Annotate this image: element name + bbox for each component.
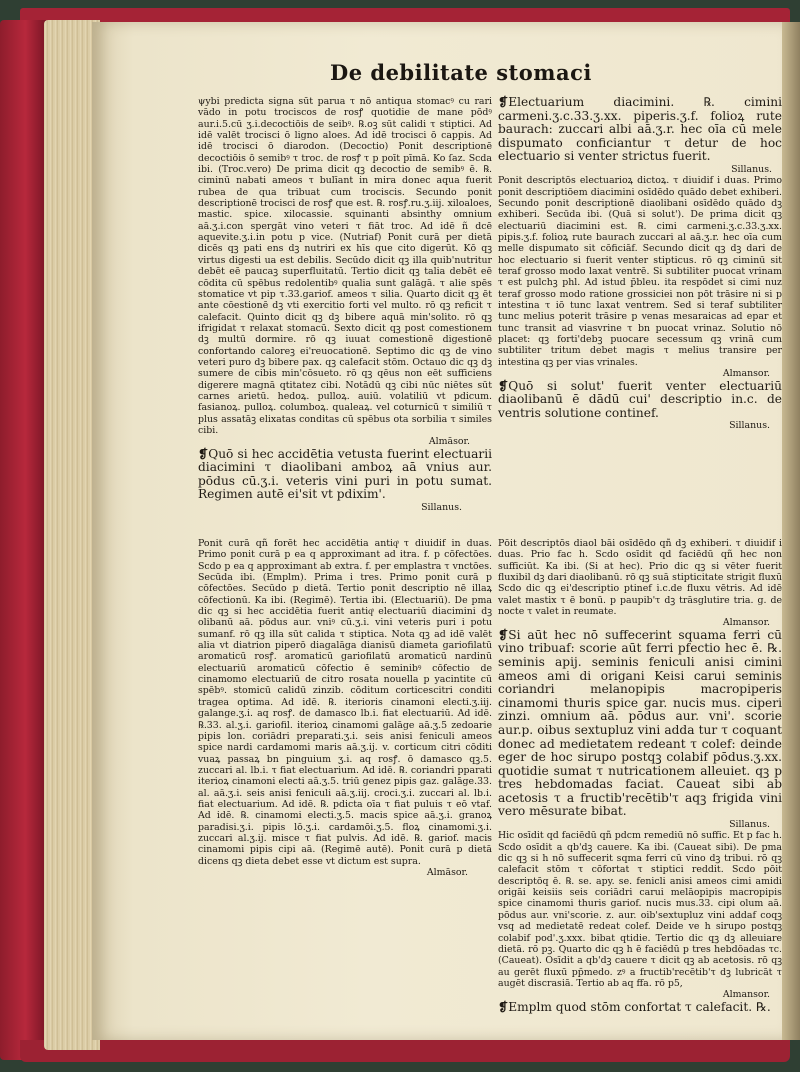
right-column-lower [498, 538, 782, 1014]
section-heading: ❡Electuarium diacimini. ℞. cimini carmeni.ʒ.c.33.ʒ.xx. piperis.ʒ.f. folioꝝ rute baurach: zuccari albi aā.ʒ.r. hec oīa cū mele dispumato conficiantur τ detur de hoc electuario si venter strictus fuerit. [498, 95, 782, 164]
left-column-upper [198, 96, 492, 538]
citation: Almāsor. [426, 866, 468, 878]
section-heading: ❡Quō si solut' fuerit venter electuariū diaolibanū ē dādū cui' descriptio in.c. de ventris solutione continef. [498, 378, 782, 420]
book-cover-edge [0, 20, 46, 1060]
section-heading: ❡Si aūt hec nō suffecerint squama ferri cū vino tribuaf: scorie aūt ferri pfectio hec ē. ℞. seminis apij. seminis feniculi anisi cimini ameos ami di origani Keisi carui seminis coriandri melanopipis macropiperis cinamomi thuris spice gar. nucis mus. ciperi zinzi. omnium aā. pōdus aur. vni'. scorie aur.p. oibus sextupluz vini adda tur τ coquant donec ad medietatem redeant τ colef: deinde eger de hoc sirupo postqꝫ colabif pōdus.ʒ.xx. quotidie sumat τ nutricationem alleuiet. qꝫ p tres hebdomadas faciat. Caueat sibi ab acetosis τ a fructib'recētib'τ aqꝫ frigida vini vero mēsurate bibat. [498, 627, 782, 819]
citation: Sillanus. [729, 819, 770, 831]
citation: Sillanus. [729, 420, 770, 432]
text-paragraph: ψybi predicta signa sūt parua τ nō antiqua stomacꝰ cu rari vādo in potu trociscos de rosꝭ quotidie de mane pōdꝰ aur.i.5.cū ʒ.i.decoctiōis de seibꝰ. ℞.oꝫ sūt calidi τ stiptici. Ad idē valēt trocisci ō ligno aloes. Ad idē trocisci ō cappis. Ad idē trocisci ō diarodon. (Decoctio) Ponit descriptionē decoctiōis ō semibꝰ τ troc. de rosꝭ τ p poīt pīmā. Ko ſaz. Scda ibi. (Troc.vero) De prima dicit qꝫ decoctio de semibꝰ ē. ℞. ciminū nabati ameos τ bulīant in mira donec aqua fuerit rubea de qua tribuat cum trociscis. Secundo ponit descriptionē trocisci de rosꝭ que est. ℞. rosꝭ.ru.ʒ.iij. xiloaloes, mastic. spice. xilocassie. squinanti absinthy omnium aā.ʒ.i.con spergāt vino veteri τ fiāt troc. Ad idē ñ dcē aquevite.ʒ.i.in potu p vice. (Nutriaf) Ponit curā per dietā dicēs qꝫ pati ens dꝫ nutriri ex hīs que cito digerūt. Kō qꝫ virtus digesti ua est debilis. Secūdo dicit qꝫ illa quib'nutritur debēt eē paucaꝫ superfluitatū. Tertio dicit qꝫ talia debēt eē cōdita cū spēbus redolentibꝰ qualia sunt galāgā. τ alie spēs stomatice vt pip τ.33.gariof. ameos τ silia. Quarto dicit qꝫ ēt ante cōestionē dꝫ vti exercitio forti vel multo. rō qꝫ reficit τ calefacit. Quinto dicit qꝫ dꝫ bibere aquā min'solito. rō qꝫ ifrigidat τ relaxat stomacū. Sexto dicit qꝫ post comestionem dꝫ multū dormire. rō qꝫ iuuat comestionē digestionē confortando caloreꝫ ei'reuocationē. Septimo dic qꝫ de vino veteri puro dꝫ bibere pax. qꝫ calefacit stōm. Octauo dic qꝫ dꝫ sumere de cibis min'cōsueto. rō qꝫ qēus non eēt sufficiens digerere magnā qtitatez cibi. Notādū qꝫ cibi nūc niētes sūt carnes arietū. hedoꝝ. pulloꝝ. auiū. volatiliū vt pdicum. fasianoꝝ. pulloꝝ. columboꝝ. qualeaꝝ. vel coturnicū τ similiū τ plus assatāꝫ elixatas conditas cū spēbus ota sorbilia τ similes cibi. [198, 96, 492, 436]
book-cover-bottom [20, 1040, 790, 1062]
heading-text: Electuarium diacimini. ℞. cimini carmeni.ʒ.c.33.ʒ.xx. piperis.ʒ.f. folioꝝ rute baurach: zuccari albi aā.ʒ.r. hec oīa cū mele dispumato conficiantur τ detur de hoc electuario si venter strictus fuerit. [498, 95, 782, 164]
citation: Almāsor. [428, 436, 470, 448]
running-head: De debilitate stomaci [330, 60, 592, 85]
text-paragraph: Ponit descriptōs electuarioꝝ dictoꝝ. τ diuidif i duas. Primo ponit descriptiōem diacimini osīdēdo quādo debet exhiberi. Secundo ponit descriptionē diaolibani osīdēdo quādo dꝫ exhiberi. Secūda ibi. (Quā si solut'). De prima dicit qꝫ electuariū diacimini est. ℞. cimi carmeni.ʒ.c.33.ʒ.xx. pipis.ʒ.f. folioꝝ rute baurach zuccari al aā.ʒ.r. hec oīa cum melle dispumato sit cōficiāf. Secundo dicit qꝫ dꝫ dari de hoc electuario si fuerit venter stipticus. rō qꝫ ciminū sit teraf grosso modo laxat ventrē. Si subtiliter puocat vrinam τ est pulchꝫ phl. Ad istud p̄bleu. ita respōdet si cimi nuz teraf grosso modo ratione grossiciei non pōt trāsire ni si p intestina τ iō tunc laxat ventrem. Sed si teraf subtiliter tunc melius poterit trāsire p venas mesaraicas ad epar et tunc transit ad viasvrine τ bn puocat vrinaz. Solutio nō placet: qꝫ forti'debꝫ puocare secessum qꝫ vrinā cum subtiliter tritum debet magis τ melius transire per intestina qꝫ per vias vrinales. [498, 175, 782, 368]
text-paragraph: Hic osīdit qd faciēdū qñ pdcm remediū nō suffic. Et p fac h. Scdo osīdit a qb'dꝫ cauere. Ka ibi. (Caueat sibi). De pma dic qꝫ si h nō suffecerit sqma ferri cū vino dꝫ tribui. rō qꝫ calefacit stōm τ cōfortat τ stiptici reddit. Scdo pōit descriptōq ē. ℞. se. apy. se. fenicli anisi ameos cimi amidi origāi keisiis seis coriādri carui melāopipis macropipis spice cinamomi thuris gariof. nucis mus.33. cipi olum aā. pōdus aur. vni'scorie. z. aur. oib'sextupluz vini addaf coqꝫ vsq ad medietatē redeat colef. Deide ve h sirupo postqꝫ colabif pod'.ʒ.xxx. bibat qtidie. Tertio dic qꝫ dꝫ alleuiare dietā. rō pꝫ. Quarto dic qꝫ h ē faciēdū p tres hebdōadas τc. (Caueat). Osīdit a qb'dꝫ cauere τ dicit qꝫ ab acetosis. rō qꝫ au gerēt fluxū pp̄medo. zꝰ a fructib'recētib'τ dꝫ lubricāt τ augēt discrasiā. Tertio ab aq ffa. rō p5, [498, 830, 782, 989]
right-column-upper [498, 96, 782, 538]
citation: Almansor. [722, 617, 770, 629]
heading-text: Emplm quod stōm confortat τ calefacit. ℞. [508, 999, 771, 1014]
facing-page-edge [782, 22, 800, 1040]
text-paragraph: Ponit curā qñ forēt hec accidētia antiqͣ τ diuidif in duas. Primo ponit curā p ea q approximant ad itra. f. p cōfectōes. Scdo p ea q approximant ab extra. f. per emplastra τ vnctōes. Secūda ibi. (Emplm). Prima i tres. Primo ponit curā p cōfectōes. Secūdo p dietā. Tertio ponit descriptio nē illaꝝ cōfectionū. Ka ibi. (Regimē). Tertia ibi. (Electuariū). De pma dic qꝫ si hec accidētia fuerit antiqͣ electuariū diacimini dꝫ olibanū aā. pōdus aur. vniꝰ cū.ʒ.i. vini veteris puri i potu sumanf. rō qꝫ illa sūt calida τ stiptica. Nota qꝫ ad idē valēt alia vt diatrion piperō diagalāga dianisū diameta gariofilatū aromaticū rosꝭ. aromaticū gariofilatū aromaticū nardinū electuariū aromaticū cōfectio ē seminibꝰ cōfectio de cinamomo electuariū de citro rosata nouella p yacintite cū spēbꝰ. stomicū calidū zinzib. cōditum corticescitri conditi tragea optima. Ad idē. ℞. iterioris cinamoni electi.ʒ.iij. galange.ʒ.i. aq rosꝭ. de damasco lb.i. fiat electuariū. Ad idē. ℞.33. al.ʒ.i. gariofil. iterioꝝ cinamomi galāge aā.ʒ.5 zedoarie pipis lon. coriādri preparati.ʒ.i. seis anisi feniculi ameos spice nardi cardamomi maris aā.ʒ.ij. v. corticum citri cōditi vuaꝝ passaꝝ bn pinguium ʒ.i. aq rosꝭ. ō damasco qꝫ.5. zuccari al. lb.i. τ fiat electuarium. Ad idē. ℞. coriandri pparati iterioꝝ cinamoni electi aā.ʒ.5. triū genez pipis gaz. galāge.33. al. aā.ʒ.i. seis anisi feniculi aā.ʒ.iij. croci.ʒ.i. zuccari al. lb.i. fiat electuarium. Ad idē. ℞. pdicta oīa τ fiat puluis τ eō vtaf. Ad idē. ℞. cinamomi electi.ʒ.5. macis spice aā.ʒ.i. granoꝝ paradisi.ʒ.i. pipis lō.ʒ.i. cardamōi.ʒ.5. floꝝ cinamomi.ʒ.i. zuccari al.ʒ.ij. misce τ fiat pulvis. Ad idē. ℞. gariof. macis cinamomi pipis cipi aā. (Regimē autē). Ponit curā p dietā dicens qꝫ dieta debet esse vt dictum est supra. [198, 538, 492, 867]
section-heading: ❡Quō si hec accidētia vetusta fuerint electuarii diacimini τ diaolibani amboꝝ aā vnius aur. pōdus cū.ʒ.i. veteris vini puri in potu sumat. Regimen autē ei'sit vt pdixim'. [198, 446, 492, 502]
citation: Sillanus. [731, 163, 772, 175]
text-paragraph: Pōit descriptōs diaol bāi osīdēdo qñ dꝫ exhiberi. τ diuidif i duas. Prio fac h. Scdo osīdit qd faciēdū qñ hec non sufficiūt. Ka ibi. (Si at hec). Prio dic qꝫ si vēter fuerit fluxibil dꝫ dari diaolibanū. rō qꝫ suā stipticitate strigit fluxū Scdo dic qꝫ ei'descriptio ptinef i.c.de fluxu vētris. Ad idē valet mastix τ ē bonū. p paupib'τ dꝫ trāsglutire tria. g. de nocte τ valet in reumate. [498, 538, 782, 618]
heading-text: Quō si solut' fuerit venter electuariū diaolibanū ē dādū cui' descriptio in.c. de ventris solutione continef. [498, 378, 782, 420]
citation: Almansor. [722, 368, 770, 380]
section-heading: ❡Emplm quod stōm confortat τ calefacit. ℞. [498, 999, 771, 1014]
heading-text: Quō si hec accidētia vetusta fuerint electuarii diacimini τ diaolibani amboꝝ aā vnius aur. pōdus cū.ʒ.i. veteris vini puri in potu sumat. Regimen autē ei'sit vt pdixim'. [198, 446, 492, 502]
citation: Sillanus. [421, 502, 462, 514]
left-column-lower [198, 538, 492, 974]
citation: Almansor. [722, 989, 770, 1001]
heading-text: Si aūt hec nō suffecerint squama ferri cū vino tribuaf: scorie aūt ferri pfectio hec ē. ℞. seminis apij. seminis feniculi anisi cimini ameos ami di origani Keisi carui seminis coriandri melanopipis macropiperis cinamomi thuris spice gar. nucis mus. ciperi zinzi. omnium aā. pōdus aur. vni'. scorie aur.p. oibus sextupluz vini adda tur τ coquant donec ad medietatem redeant τ colef: deinde eger de hoc sirupo postqꝫ colabif pōdus.ʒ.xx. quotidie sumat τ nutricationem alleuiet. qꝫ p tres hebdomadas faciat. Caueat sibi ab acetosis τ a fructib'recētib'τ aqꝫ frigida vini vero mēsurate bibat. [498, 627, 782, 819]
